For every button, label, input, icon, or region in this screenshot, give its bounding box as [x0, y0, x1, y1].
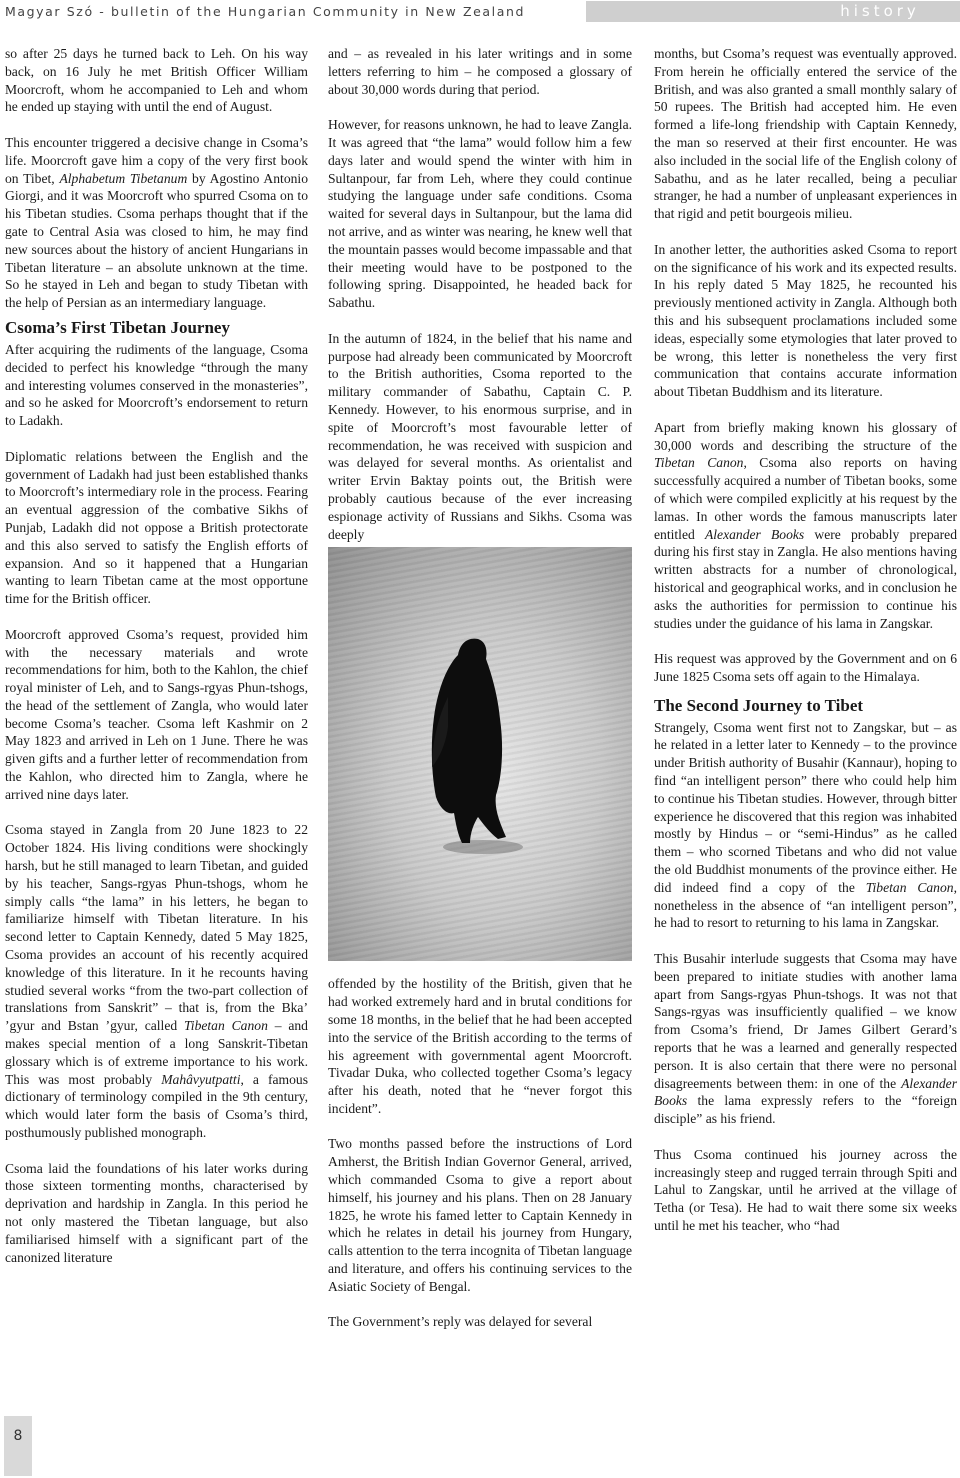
monk-photograph	[328, 547, 632, 961]
page-header	[0, 0, 960, 24]
paragraph: In another letter, the authorities asked Csoma to report on the significance of his work and its expected results. In his reply dated 5 May 1825, he recounted his previously mentioned activity in Zangla. Although both this and his subsequent proclamations included some ideas, especially some etymologies that later proved to be wrong, this letter is nonetheless the very first communication that contains accurate information about Tibetan Buddhism and its literature.	[654, 241, 957, 400]
column-2	[328, 45, 632, 1349]
paragraph: Apart from briefly making known his glossary of 30,000 words and describing the structure of the Tibetan Canon, Csoma also reports on having successfully acquired a number of Tibetan books, some of which were compiled explicitly at his request by the lamas. In other words the famous manuscripts later entitled Alexander Books were probably prepared during his first stay in Zangla. He also mentions having written abstracts for a number of chronological, historical and geographical works, and in conclusion he asks the authorities for permission to continue his studies under the guidance of his lama in Zangskar.	[654, 419, 958, 631]
paragraph: Strangely, Csoma went first not to Zangskar, but – as he related in a letter later to Kennedy – to the province under British authority of Busahir (Kannaur), hoping to find “an intelligent person” there who could help him to continue his Tibetan studies. However, through bitter experience he discovered that this region was inhabited mostly by Hindus – or “semi-Hindus” as he called them – who scorned Tibetans and who did not value the old Buddhist monuments of the province either. He did indeed find a copy of the Tibetan Canon, nonetheless in the absence of “an intelligent person”, he had to resort to returning to his lama in Zangskar.	[654, 719, 957, 931]
paragraph: In the autumn of 1824, in the belief that his name and purpose had already been communicated by Moorcroft to the British authorities, Csoma reported to the military commander of Sabathu, Captain C. P. Kennedy. However, to his enormous surprise, and in spite of Moorcroft’s most favourable letter of recommendation, he was received with suspicion and was delayed for several months. As orientalist and writer Ervin Baktay points out, the British were probably cautious because of the ever increasing espionage activity of Russians and Sikhs. Csoma was deeply	[328, 330, 632, 542]
paragraph: This encounter triggered a decisive change in Csoma’s life. Moorcroft gave him a copy of the very first book on Tibet, Alphabetum Tibetanum by Agostino Antonio Giorgi, and it was Moorcroft who spurred Csoma on to his Tibetan studies. Csoma perhaps thought that if the gate to Central Asia was closed to him, he may find new sources about the history of ancient Hungarians in Tibetan literature – an absolute unknown at the time. So he stayed in Leh and began to study Tibetan with the help of Persian as an intermediary language.	[5, 134, 308, 311]
section-heading: The Second Journey to Tibet	[654, 695, 864, 715]
paragraph: Moorcroft approved Csoma’s request, provided him with the necessary materials and wrote recommendations for him, both to the Kahlon, the chief royal minister of Leh, and to Sangs-rgyas Phun-tshogs, the head of the settlement of Zangla, who would later become Csoma’s teacher. Csoma left Kashmir on 2 May 1823 and arrived in Leh on 1 June. There he was given gifts and a further letter of recommendation from the Kahlon, who directed him to Zangla, where he arrived nine days later.	[5, 626, 308, 802]
paragraph: Csoma laid the foundations of his later works during those sixteen tormenting months, characterised by deprivation and hardship in Zangla. In this period he not only mastered the Tibetan language, but also familiarised himself with a significant part of the canonized literature	[5, 1160, 308, 1265]
paragraph: After acquiring the rudiments of the language, Csoma decided to perfect his knowledge “through the many and interesting volumes conserved in the monasteries”, and so he asked for Moorcroft’s endorsement to return to Ladakh.	[5, 341, 308, 429]
page-number-box	[4, 1416, 32, 1476]
paragraph: Diplomatic relations between the English and the government of Ladakh had just been established thanks to Moorcroft’s intermediary role in the process. Fearing an eventual aggression of the combative Sikhs of Punjab, Ladakh did not oppose a British protectorate and this also served to satisfy the English efforts of expansion. And so it happened that a Hungarian wanting to learn Tibetan came at the most opportune time for the British officer.	[5, 448, 308, 607]
paragraph: This Busahir interlude suggests that Csoma may have been prepared to initiate studies with another lama apart from Sangs-rgyas Phun-tshogs. It was not that Sangs-rgyas was insufficiently qualified – we know from Csoma’s friend, Dr James Gilbert Gerard’s reports that he was a learned and generally respected person. It is also certain that there were no personal disagreements between them: in one of the Alexander Books the lama expressly refers to the “foreign disciple” as his friend.	[654, 951, 957, 1127]
paragraph: offended by the hostility of the British, given that he had worked extremely hard and in brutal conditions for some 18 months, in the belief that he had been accepted into the service of the British according to the terms of his agreement with governmental agent Moorcroft. Tivadar Duka, who collected together Csoma’s legacy after his death, noted that he “never forgot this incident”.	[328, 976, 632, 1116]
paragraph: so after 25 days he turned back to Leh. On his way back, on 16 July he met British Officer William Moorcroft, whom he accompanied to Leh and whom he ended up staying with until the end of August.	[5, 46, 308, 115]
paragraph: His request was approved by the Government and on 6 June 1825 Csoma sets off again to the Himalaya.	[654, 651, 957, 684]
paragraph: The Government’s reply was delayed for several	[328, 1314, 593, 1330]
walking-figure-illustration	[328, 547, 632, 961]
paragraph: months, but Csoma’s request was eventually approved. From herein he officially entered the service of the British, and was also granted a small monthly salary of 50 rupees. The British had accepted him. He even formed a life-long friendship with Captain Kennedy, the man so reserved at their first encounter. He was also included in the social life of the English colony of Sabathu, and as he later recalled, being a peculiar stranger, he had a number of unpleasant experiences in that rigid and petit bourgeois milieu.	[654, 46, 957, 222]
paragraph: and – as revealed in his later writings and in some letters referring to him – he composed a glossary of about 30,000 words during that period.	[328, 46, 632, 97]
section-tab	[586, 1, 960, 22]
publication-title: Magyar Szó - bulletin of the Hungarian Community in New Zealand	[5, 4, 526, 19]
column-1	[5, 45, 308, 1284]
paragraph: Thus Csoma continued his journey across the increasingly steep and rugged terrain through Spiti and Lahul to Zangskar, until he arrived at the village of Tetha (or Tesa). He had to wait there some six weeks until he met his teacher, who “had	[654, 1146, 957, 1233]
column-3	[654, 45, 957, 1253]
paragraph: However, for reasons unknown, he had to leave Zangla. It was agreed that “the lama” would follow him a few days later and would spend the winter with him in Sultanpour, far from Leh, where they could continue studying the language under safe conditions. Csoma waited for several days in Sultanpour, but the lama did not arrive, and as winter was nearing, he knew well that the mountain passes would become impassable and that their meeting would have to be postponed to the following spring. Disappointed, he headed back for Sabathu.	[328, 117, 632, 311]
page-number: 8	[13, 1428, 23, 1444]
paragraph: Csoma stayed in Zangla from 20 June 1823 to 22 October 1824. His living conditions were shockingly harsh, but he still managed to learn Tibetan, and guided by his teacher, Sangs-rgyas Phun-tshogs, whom he simply calls “the lama” in his letters, he began to familiarize himself with Tibetan literature. In his second letter to Captain Kennedy, dated 5 May 1825, Csoma provides an account of his recently acquired knowledge of this literature. In it he recounts having studied several works “from the two-part collection of translations from Sanskrit” – that is, from the Bka’ ’gyur and Bstan ’gyur, called Tibetan Canon – and makes special mention of a long Sanskrit-Tibetan glossary which is of extreme importance to his work. This was most probably Mahâvyutpatti, a famous dictionary of terminology compiled in the 9th century, which would later form the basis of Csoma’s third, posthumously published monograph.	[5, 822, 308, 1141]
section-label: history	[840, 2, 920, 20]
section-heading: Csoma’s First Tibetan Journey	[5, 317, 230, 337]
paragraph: Two months passed before the instructions of Lord Amherst, the British Indian Governor General, arrived, which commanded Csoma to give a report about himself, his journey and his plans. Then on 28 January 1825, he wrote his famed letter to Captain Kennedy in which he relates in detail his journey from Hungary, calls attention to the terra incognita of Tibetan language and literature, and offers his continuing services to the Asiatic Society of Bengal.	[328, 1136, 632, 1294]
